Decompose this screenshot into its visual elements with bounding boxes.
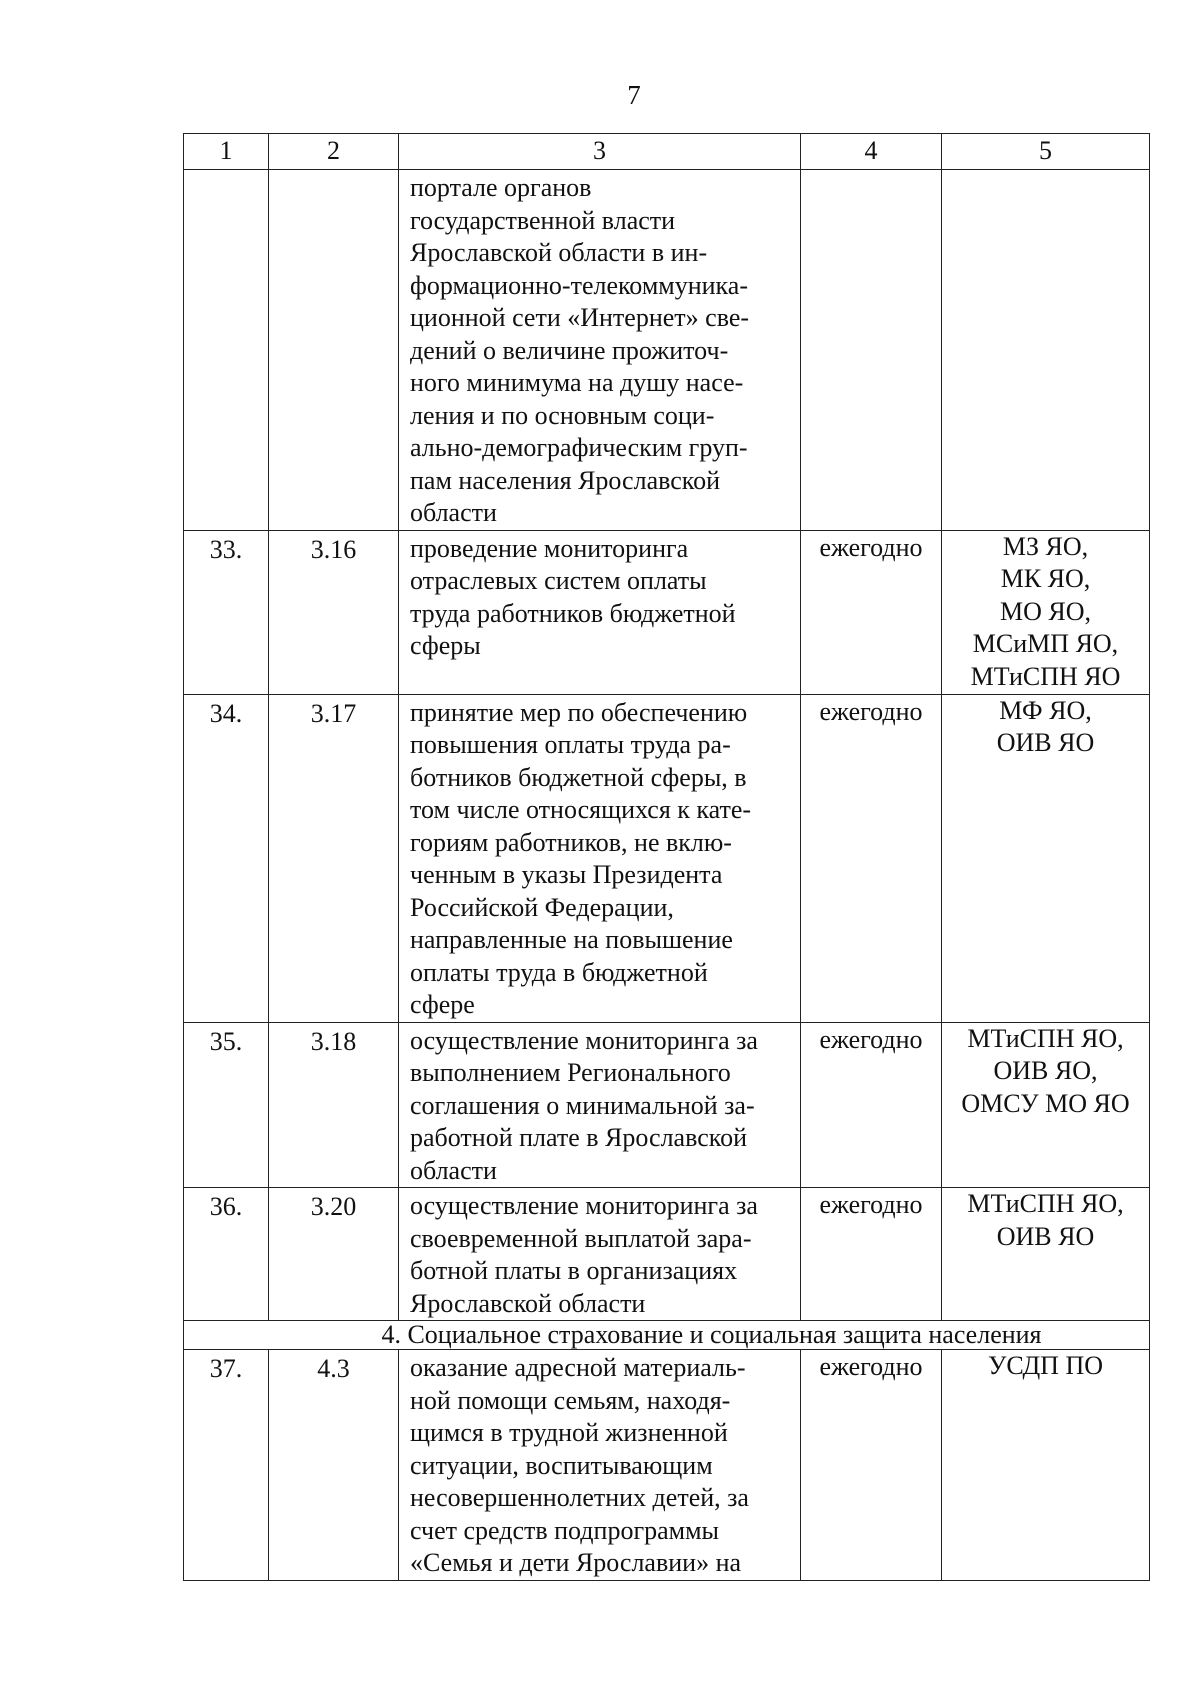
row-executors: МФ ЯО, ОИВ ЯО <box>942 694 1150 1022</box>
header-col-3: 3 <box>399 134 801 170</box>
row-code <box>269 170 399 531</box>
header-col-2: 2 <box>269 134 399 170</box>
row-code: 3.20 <box>269 1188 399 1321</box>
row-number: 35. <box>184 1022 269 1188</box>
row-number: 36. <box>184 1188 269 1321</box>
row-description: порталe органов государственной власти Ярославской области в ин- формационно-телекоммуника- ционной сети «Интернет» све- дений о величине прожиточ- ного минимума на душу насе- ления и по основным соци- ально-демографическим груп- пам населения Ярославской области <box>399 170 801 531</box>
row-period: ежегодно <box>801 1022 942 1188</box>
row-description: проведение мониторинга отраслевых систем оплаты труда работников бюджетной сферы <box>399 530 801 694</box>
row-number: 37. <box>184 1350 269 1581</box>
row-executors <box>942 170 1150 531</box>
row-period: ежегодно <box>801 1350 942 1581</box>
table-row <box>184 694 1150 1022</box>
row-executors: МЗ ЯО, МК ЯО, МО ЯО, МСиМП ЯО, МТиСПН ЯО <box>942 530 1150 694</box>
table-row <box>184 1022 1150 1188</box>
table-row <box>184 1350 1150 1581</box>
row-number <box>184 170 269 531</box>
row-code: 3.16 <box>269 530 399 694</box>
row-code: 3.18 <box>269 1022 399 1188</box>
row-description: оказание адресной материаль- ной помощи семьям, находя- щимся в трудной жизненной ситуации, воспитывающим несовершеннолетних детей, за счет средств подпрограммы «Семья и дети Ярославии» на <box>399 1350 801 1581</box>
header-col-1: 1 <box>184 134 269 170</box>
section-title: 4. Социальное страхование и социальная защита населения <box>184 1321 1150 1350</box>
row-period: ежегодно <box>801 694 942 1022</box>
row-description: осуществление мониторинга за своевременной выплатой зара- ботной платы в организациях Ярославской области <box>399 1188 801 1321</box>
row-period <box>801 170 942 531</box>
header-col-5: 5 <box>942 134 1150 170</box>
row-period: ежегодно <box>801 1188 942 1321</box>
row-number: 33. <box>184 530 269 694</box>
page-number: 7 <box>627 80 641 110</box>
table-row <box>184 530 1150 694</box>
row-description: принятие мер по обеспечению повышения оплаты труда ра- ботников бюджетной сферы, в том числе относящихся к кате- гориям работников, не вклю- ченным в указы Президента Российской Федерации, направленные на повышение оплаты труда в бюджетной сфере <box>399 694 801 1022</box>
header-col-4: 4 <box>801 134 942 170</box>
row-period: ежегодно <box>801 530 942 694</box>
row-executors: МТиСПН ЯО, ОИВ ЯО <box>942 1188 1150 1321</box>
section-heading-row <box>184 1321 1150 1350</box>
row-executors: МТиСПН ЯО, ОИВ ЯО, ОМСУ МО ЯО <box>942 1022 1150 1188</box>
row-description: осуществление мониторинга за выполнением Регионального соглашения о минимальной за- работной плате в Ярославской области <box>399 1022 801 1188</box>
table-row <box>184 170 1150 531</box>
row-code: 3.17 <box>269 694 399 1022</box>
row-executors: УСДП ПО <box>942 1350 1150 1581</box>
row-number: 34. <box>184 694 269 1022</box>
header-row <box>184 134 1150 170</box>
row-code: 4.3 <box>269 1350 399 1581</box>
table-row <box>184 1188 1150 1321</box>
measures-table <box>183 133 1150 1581</box>
